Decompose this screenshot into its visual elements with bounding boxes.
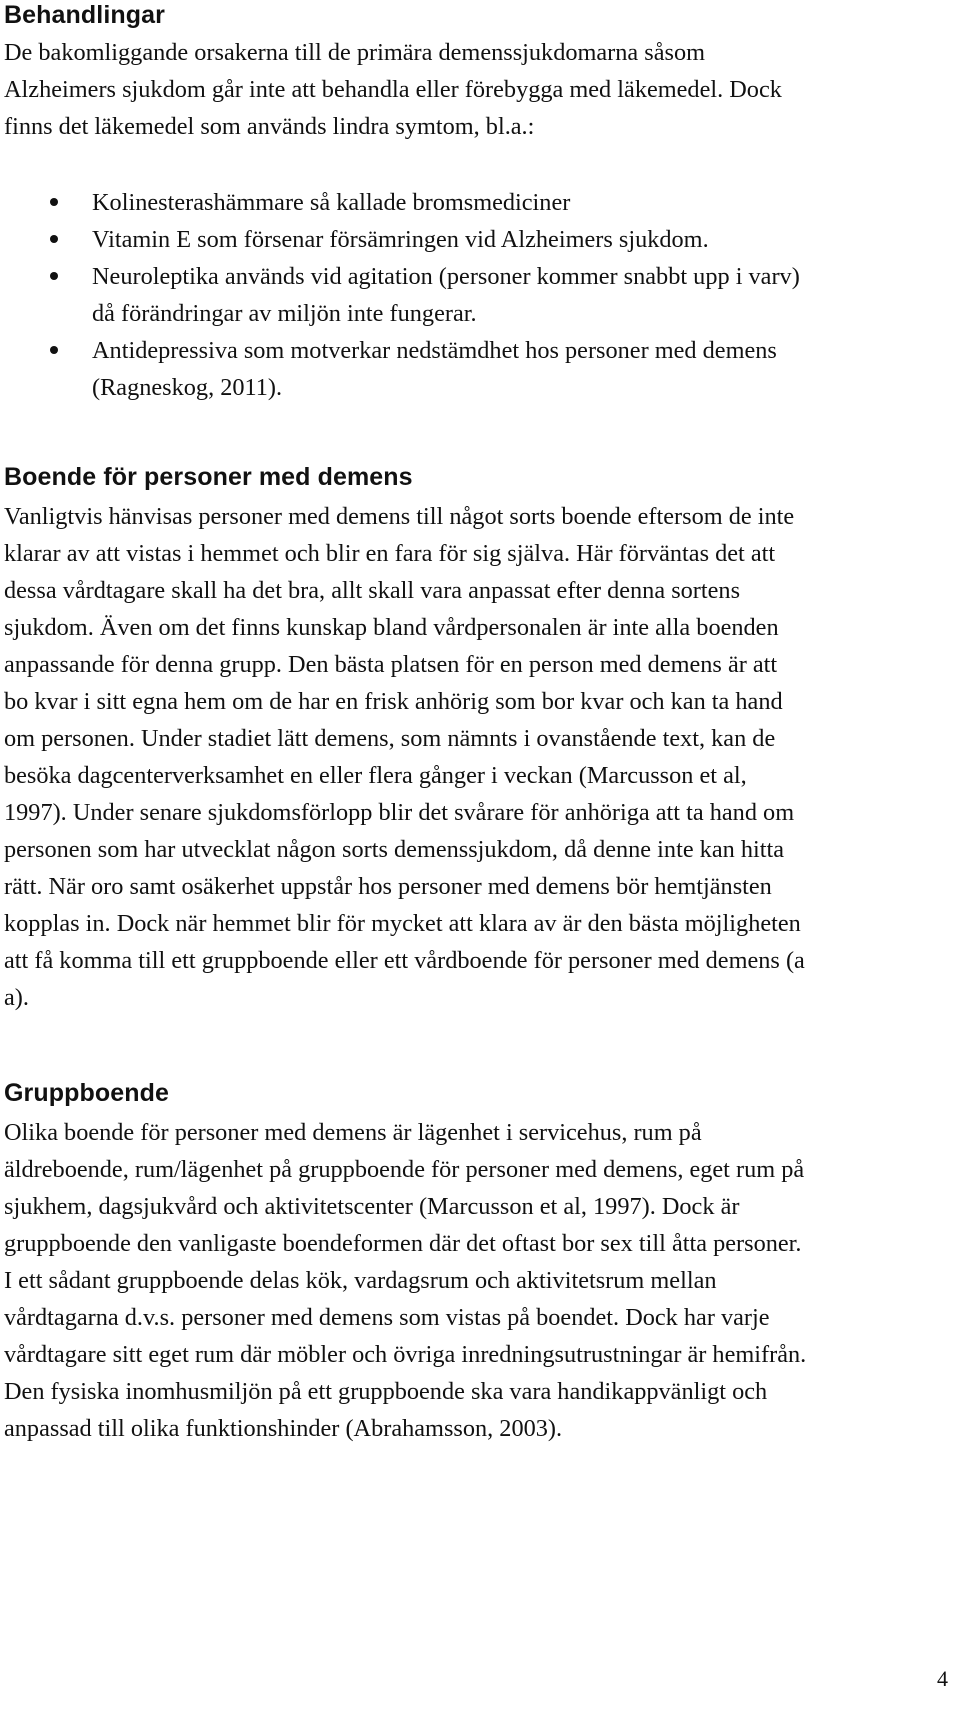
- text-line: då förändringar av miljön inte fungerar.: [92, 300, 477, 327]
- text-line: vårdtagare sitt eget rum där möbler och övriga inredningsutrustningar är hemifrån.: [4, 1341, 807, 1368]
- heading-behandlingar: Behandlingar: [4, 1, 165, 29]
- text-line: personen som har utvecklat någon sorts demenssjukdom, då denne inte kan hitta: [4, 836, 785, 863]
- text-line: De bakomliggande orsakerna till de primära demenssjukdomarna såsom: [4, 39, 706, 66]
- text-line: kopplas in. Dock när hemmet blir för mycket att klara av är den bästa möjligheten: [4, 910, 801, 937]
- text-line: a).: [4, 984, 29, 1011]
- text-line: sjukdom. Även om det finns kunskap bland vårdpersonalen är inte alla boenden: [4, 614, 779, 641]
- bullet-icon: [50, 346, 58, 354]
- text-line: rätt. När oro samt osäkerhet uppstår hos personer med demens bör hemtjänsten: [4, 873, 772, 900]
- list-item: [4, 184, 954, 221]
- bullet-icon: [50, 235, 58, 243]
- list-item: [4, 332, 954, 406]
- text-line: om personen. Under stadiet lätt demens, som nämnts i ovanstående text, kan de: [4, 725, 776, 752]
- list-item: [4, 258, 954, 332]
- text-line: Kolinesterashämmare så kallade bromsmediciner: [92, 189, 571, 216]
- heading-boende: Boende för personer med demens: [4, 463, 413, 491]
- text-line: Den fysiska inomhusmiljön på ett gruppboende ska vara handikappvänligt och: [4, 1378, 768, 1405]
- text-line: Alzheimers sjukdom går inte att behandla eller förebygga med läkemedel. Dock: [4, 76, 782, 103]
- text-line: anpassande för denna grupp. Den bästa platsen för en person med demens är att: [4, 651, 778, 678]
- bullet-icon: [50, 198, 58, 206]
- text-line: Vitamin E som försenar försämringen vid Alzheimers sjukdom.: [92, 226, 709, 253]
- text-line: att få komma till ett gruppboende eller ett vårdboende för personer med demens (a: [4, 947, 805, 974]
- text-line: Antidepressiva som motverkar nedstämdhet hos personer med demens: [92, 337, 777, 364]
- text-line: Vanligtvis hänvisas personer med demens till något sorts boende eftersom de inte: [4, 503, 795, 530]
- paragraph-housing: [4, 498, 805, 1016]
- text-line: sjukhem, dagsjukvård och aktivitetscenter (Marcusson et al, 1997). Dock är: [4, 1193, 740, 1220]
- text-line: I ett sådant gruppboende delas kök, vardagsrum och aktivitetsrum mellan: [4, 1267, 717, 1294]
- text-line: dessa vårdtagare skall ha det bra, allt skall vara anpassat efter denna sortens: [4, 577, 741, 604]
- text-line: bo kvar i sitt egna hem om de har en frisk anhörig som bor kvar och kan ta hand: [4, 688, 783, 715]
- text-line: besöka dagcenterverksamhet en eller flera gånger i veckan (Marcusson et al,: [4, 762, 747, 789]
- text-line: Neuroleptika används vid agitation (personer kommer snabbt upp i varv): [92, 263, 800, 290]
- text-line: vårdtagarna d.v.s. personer med demens som vistas på boendet. Dock har varje: [4, 1304, 770, 1331]
- text-line: äldreboende, rum/lägenhet på gruppboende för personer med demens, eget rum på: [4, 1156, 805, 1183]
- text-line: gruppboende den vanligaste boendeformen där det oftast bor sex till åtta personer.: [4, 1230, 802, 1257]
- bullet-icon: [50, 272, 58, 280]
- heading-gruppboende: Gruppboende: [4, 1079, 169, 1107]
- paragraph-treatment-intro: [4, 34, 782, 145]
- text-line: klarar av att vistas i hemmet och blir en fara för sig själva. Här förväntas det att: [4, 540, 776, 567]
- text-line: anpassad till olika funktionshinder (Abrahamsson, 2003).: [4, 1415, 563, 1442]
- medication-bullet-list: [4, 184, 954, 406]
- list-item: [4, 221, 954, 258]
- page-number: 4: [937, 1666, 948, 1691]
- text-line: (Ragneskog, 2011).: [92, 374, 283, 401]
- text-line: Olika boende för personer med demens är lägenhet i servicehus, rum på: [4, 1119, 702, 1146]
- paragraph-group-housing: [4, 1114, 806, 1447]
- text-line: 1997). Under senare sjukdomsförlopp blir det svårare för anhöriga att ta hand om: [4, 799, 795, 826]
- text-line: finns det läkemedel som används lindra symtom, bl.a.:: [4, 113, 535, 140]
